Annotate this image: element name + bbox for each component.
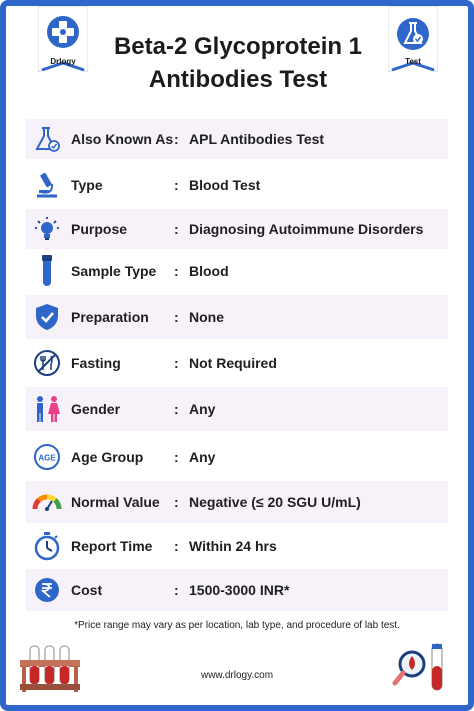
row-age-group [26,435,448,479]
row-gender [26,387,448,431]
page-title [90,30,386,96]
row-value: Any [189,401,216,417]
lightbulb-icon [32,214,62,244]
row-colon: : [174,538,179,554]
row-value: Not Required [189,355,277,371]
row-colon: : [174,309,179,325]
row-cost [26,569,448,611]
test-tube-icon [32,256,62,286]
row-fasting [26,341,448,385]
row-value: Within 24 hrs [189,538,277,554]
badge-label-drlogy: Drlogy [50,57,76,66]
row-type [26,165,448,205]
row-label: Type [71,177,103,193]
blood-sample-magnifier-icon [392,640,450,696]
row-label: Normal Value [71,494,160,510]
row-colon: : [174,263,179,279]
test-badge[interactable] [388,6,438,78]
row-colon: : [174,177,179,193]
row-colon: : [174,131,179,147]
row-label: Cost [71,582,103,598]
row-value: Blood Test [189,177,261,193]
gauge-icon [32,487,62,517]
shield-check-icon [32,302,62,332]
row-label: Sample Type [71,263,157,279]
row-value: Any [189,449,216,465]
row-label: Age Group [71,449,144,465]
test-tube-rack-icon [18,640,82,696]
row-value: Negative (≤ 20 SGU U/mL) [189,494,361,510]
row-label: Fasting [71,355,121,371]
ribbon-icon [388,6,438,78]
rupee-icon [32,575,62,605]
flask-icon [32,124,62,154]
row-normal-value [26,481,448,523]
no-food-icon [32,348,62,378]
row-preparation [26,295,448,339]
svg-text:AGE: AGE [38,453,56,463]
row-value: Blood [189,263,229,279]
row-value: None [189,309,224,325]
ribbon-icon [38,6,88,78]
row-label: Purpose [71,221,128,237]
row-also-known-as [26,119,448,159]
title-line-1: Beta-2 Glycoprotein 1 [113,33,363,60]
row-label: Also Known As [71,131,174,147]
row-value: 1500-3000 INR* [189,582,290,598]
gender-icon [32,394,62,424]
info-table [26,117,448,613]
row-colon: : [174,221,179,237]
row-purpose [26,209,448,249]
title-line-2: Antibodies Test [148,66,328,93]
row-colon: : [174,582,179,598]
website-link[interactable]: www.drlogy.com [200,670,274,681]
row-colon: : [174,494,179,510]
row-label: Gender [71,401,121,417]
row-label: Preparation [71,309,149,325]
age-icon [32,442,62,472]
row-value: APL Antibodies Test [189,131,325,147]
row-colon: : [174,355,179,371]
drlogy-logo-badge[interactable] [38,6,88,78]
row-sample-type [26,251,448,291]
price-disclaimer: *Price range may vary as per location, lab type, and procedure of lab test. [74,620,400,631]
row-value: Diagnosing Autoimmune Disorders [189,221,424,237]
microscope-icon [32,170,62,200]
row-report-time [26,525,448,567]
stopwatch-icon [32,531,62,561]
row-label: Report Time [71,538,153,554]
badge-label-test: Test [405,57,421,66]
row-colon: : [174,401,179,417]
row-colon: : [174,449,179,465]
